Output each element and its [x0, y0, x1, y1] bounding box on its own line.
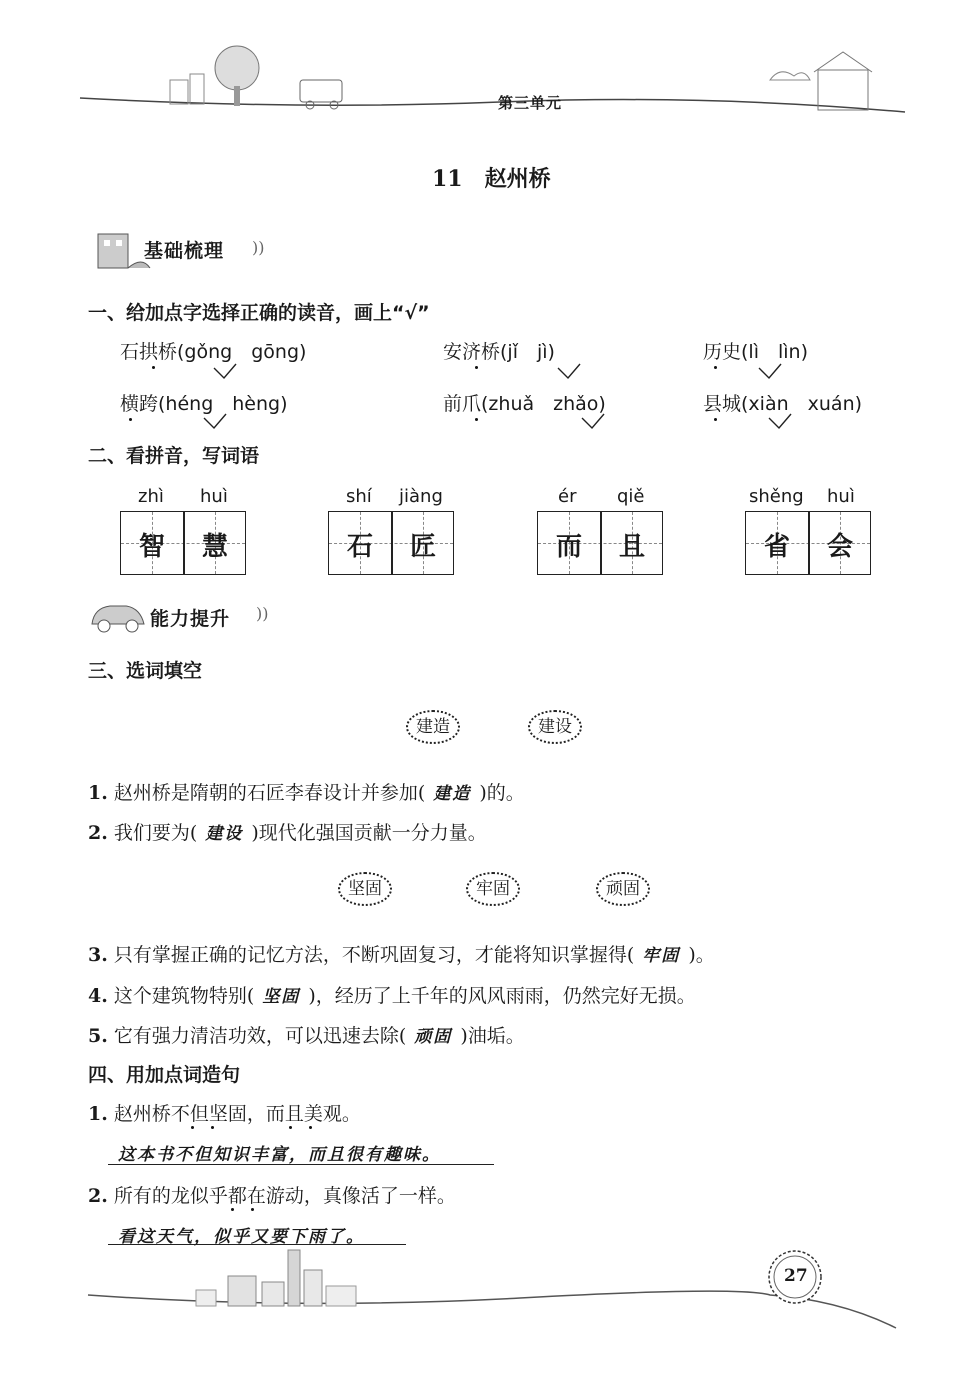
- emphasis-dot: [309, 1126, 312, 1129]
- section4-title: 四、用加点词造句: [88, 1064, 241, 1086]
- word-option: 牢固: [466, 872, 520, 906]
- sentence-text: 我们要为(: [113, 822, 198, 844]
- emphasis-dot: [211, 1126, 214, 1129]
- s4-sentence-1: [88, 1099, 361, 1126]
- item-number: 4.: [88, 985, 108, 1007]
- item-number: 2.: [88, 822, 108, 844]
- handwritten-answer: 顽固: [414, 1027, 453, 1047]
- emphasis-dot: [475, 418, 478, 421]
- sentence-text: 这个建筑物特别(: [113, 985, 255, 1007]
- check-mark-icon: [580, 412, 606, 430]
- lesson-title: 11 赵州桥: [432, 166, 551, 192]
- s1-word: 横跨: [120, 393, 159, 415]
- s3-sentence-1: [88, 778, 525, 805]
- s3-sentence-5: [88, 1021, 525, 1048]
- check-mark-icon: [212, 362, 238, 380]
- pinyin: jiàng: [399, 486, 443, 507]
- check-mark-icon: [556, 362, 582, 380]
- emphasis-dot: [251, 1208, 254, 1211]
- emphasis-dot: [714, 366, 717, 369]
- page-number: 27: [784, 1266, 808, 1286]
- sentence-text: )现代化强国贡献一分力量。: [251, 822, 487, 844]
- badge-ability: [86, 594, 286, 638]
- pinyin: zhì: [138, 486, 164, 507]
- badge-ability-text: 能力提升: [150, 608, 231, 630]
- sentence-text: )。: [688, 944, 715, 966]
- item-number: 1.: [88, 782, 108, 804]
- grid-char: 而: [555, 532, 582, 562]
- word-option: 建设: [528, 710, 582, 744]
- word-option: 顽固: [596, 872, 650, 906]
- s1-options: (gǒng gōng): [177, 341, 307, 363]
- pinyin: shěng: [749, 486, 804, 507]
- footer-decoration: [0, 1240, 979, 1340]
- handwritten-answer: 坚固: [262, 987, 301, 1007]
- writing-grid: [745, 511, 871, 575]
- header-decoration: [0, 40, 979, 130]
- answer-underline: [108, 1164, 494, 1165]
- pinyin: shí: [346, 486, 372, 507]
- section3-title: 三、选词填空: [88, 660, 203, 682]
- sentence-text: 所有的龙似乎都在游动，真像活了一样。: [113, 1185, 456, 1207]
- writing-grid: [120, 511, 246, 575]
- s1-options: (jǐ jì): [500, 341, 555, 363]
- s1-options: (zhuǎ zhǎo): [481, 393, 606, 415]
- pinyin: huì: [827, 486, 855, 507]
- handwritten-answer: 这本书不但知识丰富，而且很有趣味。: [118, 1145, 441, 1165]
- car-icon: [86, 596, 150, 636]
- s3-sentence-2: [88, 818, 487, 845]
- item-number: 1.: [88, 1103, 108, 1125]
- emphasis-dot: [714, 418, 717, 421]
- check-mark-icon: [757, 362, 783, 380]
- s1-options: (héng hèng): [158, 393, 288, 415]
- unit-label: [498, 92, 562, 113]
- check-mark-icon: [202, 412, 228, 430]
- s1-options: (xiàn xuán): [741, 393, 863, 415]
- s3-sentence-4: [88, 981, 696, 1008]
- grid-char: 慧: [201, 532, 228, 562]
- emphasis-dot: [152, 366, 155, 369]
- writing-grid: [328, 511, 454, 575]
- emphasis-dot: [289, 1126, 292, 1129]
- sentence-text: 它有强力清洁功效，可以迅速去除(: [113, 1025, 407, 1047]
- s1-word: 石拱桥: [120, 341, 178, 363]
- writing-grid: [537, 511, 663, 575]
- word-option: 建造: [406, 710, 460, 744]
- sentence-text: )油垢。: [460, 1025, 525, 1047]
- s1-word: 安济桥: [443, 341, 501, 363]
- grid-char: 智: [138, 532, 165, 562]
- badge-basic-text: 基础梳理: [144, 240, 225, 262]
- badge-arcs: )): [252, 238, 265, 257]
- grid-char: 匠: [409, 532, 436, 562]
- handwritten-answer: 建造: [433, 784, 472, 804]
- s1-word: 县城: [703, 393, 742, 415]
- badge-arcs: )): [256, 604, 269, 623]
- handwritten-answer: 建设: [205, 824, 244, 844]
- emphasis-dot: [231, 1208, 234, 1211]
- pinyin: ér: [558, 486, 577, 507]
- s1-options: (lì lìn): [741, 341, 808, 363]
- s4-sentence-2: [88, 1181, 456, 1208]
- section2-title: 二、看拼音，写词语: [88, 445, 260, 467]
- s1-word: 前爪: [443, 393, 482, 415]
- grid-char: 会: [826, 532, 853, 562]
- check-mark-icon: [767, 412, 793, 430]
- pinyin: huì: [200, 486, 228, 507]
- grid-char: 石: [346, 532, 373, 562]
- emphasis-dot: [129, 418, 132, 421]
- section1-title: 一、给加点字选择正确的读音，画上“√”: [88, 302, 430, 324]
- badge-basic: [92, 226, 282, 272]
- s1-item-3: [703, 337, 808, 364]
- building-icon: [92, 226, 152, 272]
- sentence-text: 赵州桥是隋朝的石匠李春设计并参加(: [113, 782, 426, 804]
- s3-sentence-3: [88, 940, 715, 967]
- unit-label-text: 第三单元: [498, 94, 563, 112]
- handwritten-answer: 看这天气，似乎又要下雨了。: [118, 1227, 365, 1247]
- emphasis-dot: [191, 1126, 194, 1129]
- item-number: 3.: [88, 944, 108, 966]
- sentence-text: 赵州桥不但坚固，而且美观。: [113, 1103, 361, 1125]
- sentence-text: )，经历了上千年的风风雨雨，仍然完好无损。: [308, 985, 696, 1007]
- s1-item-2: [443, 337, 555, 364]
- handwritten-answer: 牢固: [642, 946, 681, 966]
- sentence-text: 只有掌握正确的记忆方法，不断巩固复习，才能将知识掌握得(: [113, 944, 635, 966]
- pinyin: qiě: [617, 486, 645, 507]
- word-option: 坚固: [338, 872, 392, 906]
- emphasis-dot: [475, 366, 478, 369]
- item-number: 5.: [88, 1025, 108, 1047]
- sentence-text: )的。: [479, 782, 525, 804]
- s1-item-1: [120, 337, 306, 364]
- s1-word: 历史: [703, 341, 742, 363]
- grid-char: 且: [618, 532, 645, 562]
- item-number: 2.: [88, 1185, 108, 1207]
- grid-char: 省: [763, 532, 790, 562]
